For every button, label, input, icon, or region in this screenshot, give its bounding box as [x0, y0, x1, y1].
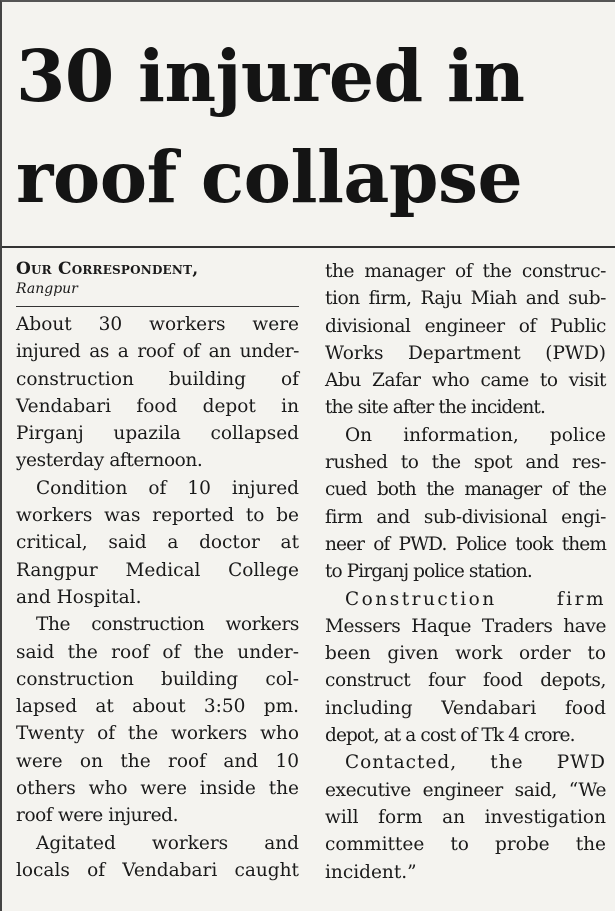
text-line: divisional engineer of Public — [325, 315, 606, 337]
text-line: lapsed at about 3:50 pm. — [16, 696, 299, 718]
text-line: injured as a roof of an under- — [16, 341, 299, 363]
headline-line-1: 30 injured in — [16, 34, 525, 118]
paragraph — [16, 830, 299, 885]
article-column-right — [325, 258, 606, 886]
text-line: depot, at a cost of Tk 4 crore. — [325, 725, 575, 747]
text-line: construct four food depots, — [325, 670, 606, 692]
text-line: rushed to the spot and res- — [325, 452, 606, 474]
text-line: yesterday afternoon. — [16, 450, 203, 472]
text-line: Condition of 10 injured — [36, 477, 299, 499]
text-line: construction building of — [16, 368, 299, 390]
text-line: The construction workers — [36, 614, 299, 636]
headline — [16, 26, 606, 228]
text-line: others who were inside the — [16, 778, 299, 800]
text-line: Works Department (PWD) — [325, 342, 606, 364]
text-line: the site after the incident. — [325, 397, 545, 419]
headline-line-2: roof collapse — [16, 135, 523, 219]
text-line: construction building col- — [16, 668, 299, 690]
text-line: Messers Haque Traders have — [325, 615, 606, 637]
article-column-left — [16, 258, 299, 884]
text-line: were on the roof and 10 — [16, 750, 299, 772]
paragraph — [325, 258, 606, 422]
text-line: tion firm, Raju Miah and sub- — [325, 288, 606, 310]
text-line: neer of PWD. Police took them — [325, 533, 606, 555]
text-line: incident.” — [325, 861, 417, 883]
text-line: Rangpur Medical College — [16, 559, 299, 581]
text-line: Agitated workers and — [36, 832, 299, 854]
text-line: About 30 workers were — [16, 314, 299, 335]
headline-rule — [2, 246, 615, 248]
text-line: cued both the manager of the — [325, 479, 606, 501]
paragraph — [325, 422, 606, 586]
text-line: Twenty of the workers who — [16, 723, 299, 745]
text-line: Abu Zafar who came to visit — [325, 370, 606, 392]
text-line: Construction firm — [345, 588, 606, 610]
text-line: workers was reported to be — [16, 505, 299, 527]
text-line: Contacted, the PWD — [345, 752, 606, 774]
byline-divider — [16, 306, 299, 307]
text-line: said the roof of the under- — [16, 641, 299, 663]
dateline: Rangpur — [16, 281, 78, 297]
text-line: the manager of the construc- — [325, 261, 606, 282]
text-line: On information, police — [345, 424, 606, 446]
text-line: to Pirganj police station. — [325, 561, 532, 583]
text-line: roof were injured. — [16, 805, 179, 827]
text-line: including Vendabari food — [325, 697, 606, 719]
text-line: will form an investigation — [325, 806, 606, 828]
text-line: committee to probe the — [325, 834, 606, 856]
text-line: locals of Vendabari caught — [16, 859, 299, 881]
text-line: Pirganj upazila collapsed — [16, 423, 299, 445]
text-line: Vendabari food depot in — [16, 395, 299, 417]
text-line: and Hospital. — [16, 586, 142, 608]
text-line: firm and sub-divisional engi- — [325, 506, 606, 528]
text-line: been given work order to — [325, 643, 606, 665]
text-line: executive engineer said, “We — [325, 779, 606, 801]
paragraph — [16, 475, 299, 611]
paragraph — [16, 311, 299, 475]
paragraph — [16, 611, 299, 829]
byline: Our Correspondent, — [16, 259, 199, 279]
paragraph — [325, 749, 606, 885]
text-line: critical, said a doctor at — [16, 532, 299, 554]
paragraph — [325, 586, 606, 750]
